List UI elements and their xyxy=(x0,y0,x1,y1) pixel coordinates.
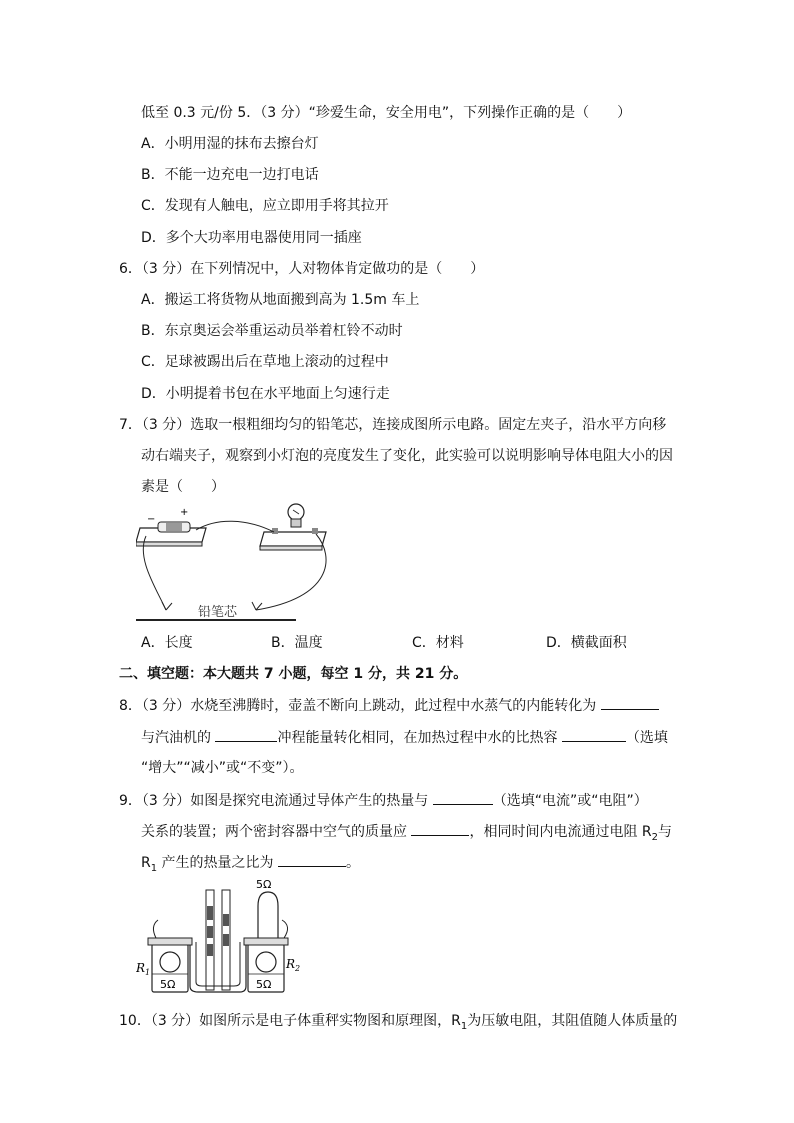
q8-line3: “增大”“减小”或“不变”）。 xyxy=(141,760,304,776)
q8-line1 xyxy=(119,695,659,716)
q8-blank-3[interactable] xyxy=(562,727,626,742)
q9-line1 xyxy=(119,790,648,811)
pencil-lead-circuit-figure xyxy=(136,498,336,628)
q9-line3 xyxy=(141,852,360,879)
wire-left xyxy=(143,536,166,610)
q8-text-1: 8．（3 分）水烧至沸腾时，壶盖不断向上跳动，此过程中水蒸气的内能转化为 xyxy=(119,698,601,714)
left-clip xyxy=(162,602,172,610)
q9-blank-1[interactable] xyxy=(433,790,493,805)
q5-stem: 低至 0.3 元/份 5．（3 分）“珍爱生命，安全用电”，下列操作正确的是（ ） xyxy=(141,105,632,121)
q9-blank-3[interactable] xyxy=(278,852,346,867)
right-resistor-label: 5Ω xyxy=(256,978,272,991)
q7-option-d: D．横截面积 xyxy=(546,635,627,651)
q9-blank-2[interactable] xyxy=(411,821,469,836)
q8-blank-2[interactable] xyxy=(215,727,277,742)
q6-option-a: A．搬运工将货物从地面搬到高为 1.5m 车上 xyxy=(141,292,420,308)
q7-option-a: A．长度 xyxy=(141,635,193,651)
q7-stem-line1: 7．（3 分）选取一根粗细均匀的铅笔芯，连接成图所示电路。固定左夹子，沿水平方向移 xyxy=(119,417,667,433)
q5-option-d: D．多个大功率用电器使用同一插座 xyxy=(141,230,362,246)
left-resistor-label: 5Ω xyxy=(160,978,176,991)
q9-text-1: 9．（3 分）如图是探究电流通过导体产生的热量与 xyxy=(119,793,433,809)
q9-text-2: （选填“电流”或“电阻”） xyxy=(492,793,648,809)
q10-text-1: 10．（3 分）如图所示是电子体重秤实物图和原理图，R xyxy=(119,1013,461,1029)
section-2-title: 二、填空题：本大题共 7 小题，每空 1 分，共 21 分。 xyxy=(119,666,468,682)
q8-text-3: 冲程能量转化相同，在加热过程中水的比热容 xyxy=(277,730,562,746)
q6-option-c: C．足球被踢出后在草地上滚动的过程中 xyxy=(141,354,389,370)
joule-heating-apparatus-figure xyxy=(136,876,306,1000)
q9-text-8: 。 xyxy=(346,855,361,871)
battery-minus-label: − xyxy=(147,514,156,525)
q6-stem: 6．（3 分）在下列情况中，人对物体肯定做功的是（ ） xyxy=(119,261,485,277)
q9-text-3: 关系的装置；两个密封容器中空气的质量应 xyxy=(141,824,412,840)
q7-stem-line3: 素是（ ） xyxy=(141,479,225,495)
wire-top xyxy=(196,521,274,532)
q9-sub-r1: 1 xyxy=(150,862,158,874)
q9-text-4: ，相同时间内电流通过电阻 R xyxy=(469,824,652,840)
q7-option-c: C．材料 xyxy=(412,635,464,651)
q9-sub-r2: 2 xyxy=(651,831,659,843)
q5-option-c: C．发现有人触电，应立即用手将其拉开 xyxy=(141,198,389,214)
u-tube-left-arm xyxy=(206,890,214,990)
battery-plus-label: + xyxy=(180,507,189,518)
q6-option-d: D．小明提着书包在水平地面上匀速行走 xyxy=(141,386,390,402)
r1-label: $R_1$ xyxy=(136,961,151,977)
q6-option-b: B．东京奥运会举重运动员举着杠铃不动时 xyxy=(141,323,403,339)
external-resistor-loop xyxy=(258,892,278,938)
q8-line2 xyxy=(141,727,668,748)
q7-option-b: B．温度 xyxy=(271,635,323,651)
q8-blank-1[interactable] xyxy=(601,695,659,710)
q9-text-7: 产生的热量之比为 xyxy=(157,855,279,871)
q5-option-b: B．不能一边充电一边打电话 xyxy=(141,167,319,183)
external-resistor-label: 5Ω xyxy=(256,878,272,891)
q5-option-a: A．小明用湿的抹布去擦台灯 xyxy=(141,136,319,152)
pencil-lead-label: 铅笔芯 xyxy=(198,605,238,620)
q9-line2 xyxy=(141,821,672,848)
q7-stem-line2: 动右端夹子，观察到小灯泡的亮度发生了变化，此实验可以说明影响导体电阻大小的因 xyxy=(141,448,673,464)
q8-text-4: （选填 xyxy=(625,730,668,746)
q10-sub-r1: 1 xyxy=(460,1020,468,1032)
q10-text-2: 为压敏电阻，其阻值随人体质量的 xyxy=(467,1013,678,1029)
q10-line1 xyxy=(119,1011,677,1037)
q8-text-2: 与汽油机的 xyxy=(141,730,216,746)
q9-text-6: R xyxy=(141,855,151,871)
r2-label: $R_2$ xyxy=(286,957,301,973)
q9-text-5: 与 xyxy=(658,824,673,840)
